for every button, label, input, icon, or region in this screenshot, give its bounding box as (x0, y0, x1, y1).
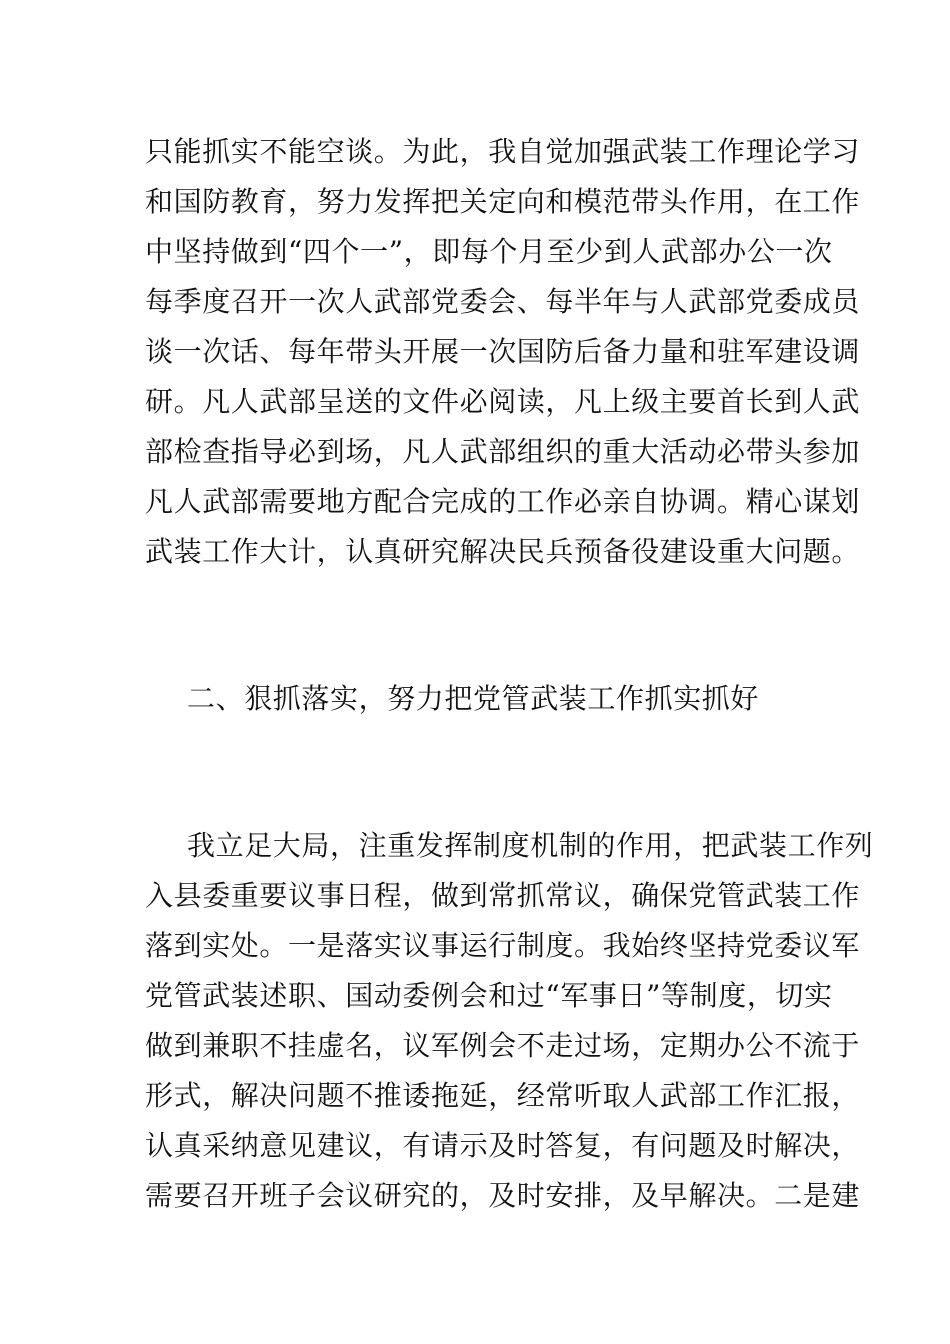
text-line: 部检查指导必到场，凡人武部组织的重大活动必带头参加 (145, 435, 861, 468)
text-line: 需要召开班子会议研究的，及时安排，及早解决。二是建 (145, 1179, 861, 1212)
text-line: 落到实处。一是落实议事运行制度。我始终坚持党委议军 (145, 929, 861, 962)
text-line: 我立足大局，注重发挥制度机制的作用，把武装工作列 (187, 829, 874, 862)
text-line: 认真采纳意见建议，有请示及时答复，有问题及时解决， (145, 1129, 861, 1162)
text-line: 和国防教育，努力发挥把关定向和模范带头作用，在工作 (145, 185, 861, 218)
text-line: 凡人武部需要地方配合完成的工作必亲自协调。精心谋划 (145, 485, 861, 518)
text-line: 党管武装述职、国动委例会和过“军事日”等制度，切实 (145, 979, 833, 1012)
text-line: 每季度召开一次人武部党委会、每半年与人武部党委成员 (145, 285, 861, 318)
text-line: 入县委重要议事日程，做到常抓常议，确保党管武装工作 (145, 879, 861, 912)
text-line: 研。凡人武部呈送的文件必阅读，凡上级主要首长到人武 (145, 385, 861, 418)
text-line: 中坚持做到“四个一”，即每个月至少到人武部办公一次 (145, 235, 833, 268)
text-line: 形式，解决问题不推诿拖延，经常听取人武部工作汇报， (145, 1079, 861, 1112)
section-heading: 二、狠抓落实，努力把党管武装工作抓实抓好 (187, 682, 760, 715)
text-line: 武装工作大计，认真研究解决民兵预备役建设重大问题。 (145, 535, 861, 568)
text-line: 只能抓实不能空谈。为此，我自觉加强武装工作理论学习 (145, 135, 861, 168)
text-line: 做到兼职不挂虚名，议军例会不走过场，定期办公不流于 (145, 1029, 861, 1062)
text-line: 谈一次话、每年带头开展一次国防后备力量和驻军建设调 (145, 335, 861, 368)
